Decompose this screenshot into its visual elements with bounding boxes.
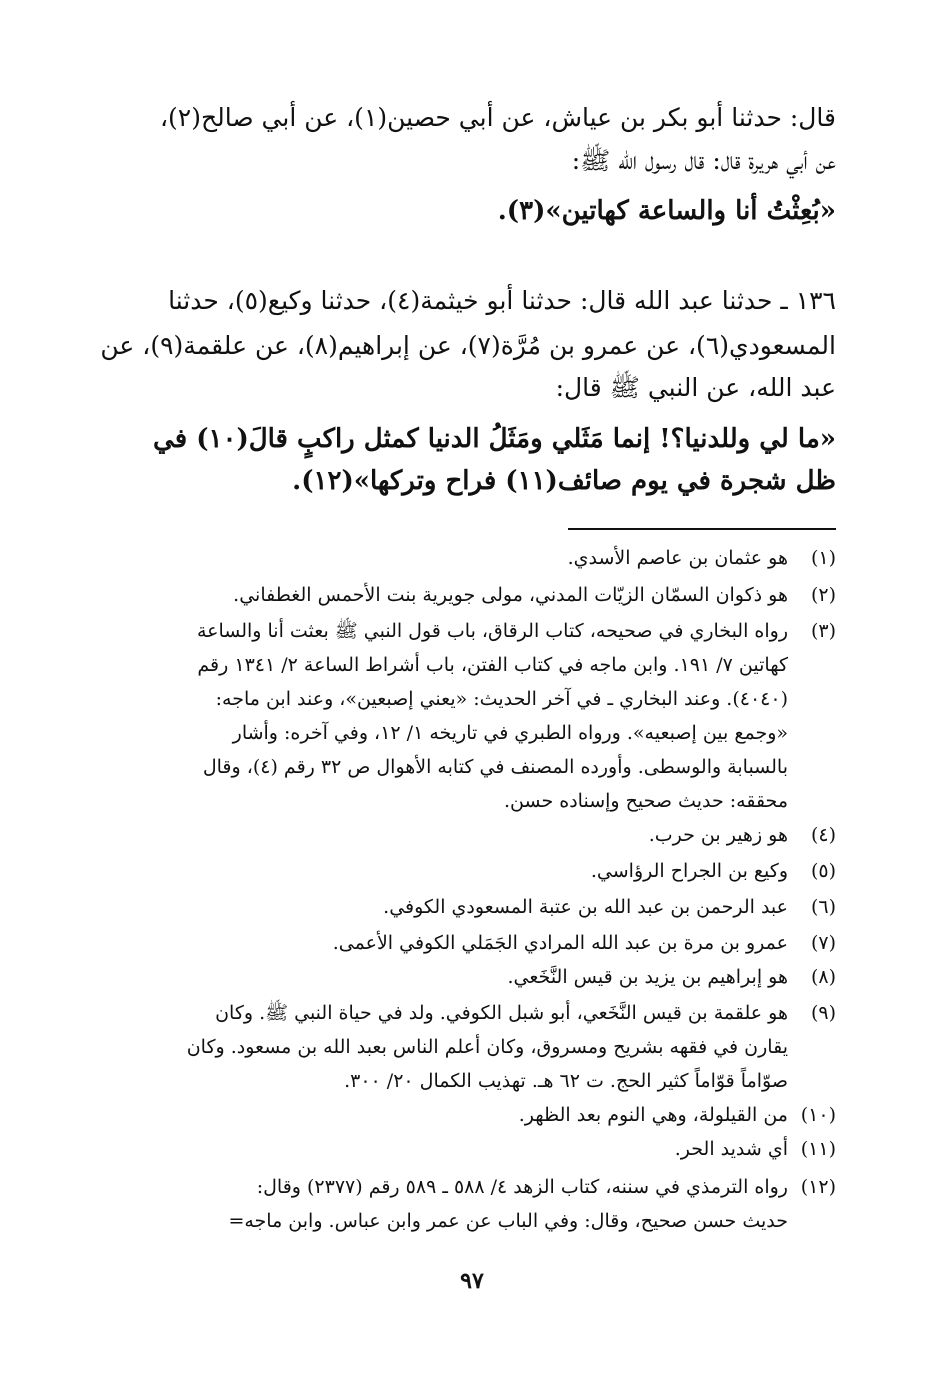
footnote-text: رواه البخاري في صحيحه، كتاب الرقاق، باب قول النبي ﷺ بعثت أنا والساعة	[196, 620, 788, 642]
hadith-matn: «بُعِثْتُ أنا والساعة كهاتين»(٣).	[497, 196, 836, 226]
footnote	[100, 968, 836, 987]
footnote-number: (٥)	[810, 860, 836, 882]
footnote-text: صوّاماً قوّاماً كثير الحج. ت ٦٢ هـ. تهذيب الكمال ٢٠/ ٣٠٠.	[344, 1070, 788, 1092]
hadith-matn: «ما لي وللدنيا؟! إنما مَثَلي ومَثَلُ الدنيا كمثل راكبٍ قالَ(١٠) في	[153, 424, 836, 454]
hadith-136-isnad: ١٣٦ ـ حدثنا عبد الله قال: حدثنا أبو خيثمة(٤)، حدثنا وكيع(٥)، حدثنا	[168, 286, 836, 315]
footnote	[100, 1106, 836, 1125]
footnote	[100, 1178, 836, 1197]
footnote-text: هو ذكوان السمّان الزيّات المدني، مولى جويرية بنت الأحمس الغطفاني.	[233, 584, 788, 606]
footnote-text: رواه الترمذي في سننه، كتاب الزهد ٤/ ٥٨٨ ـ ٥٨٩ رقم (٢٣٧٧) وقال:	[256, 1176, 788, 1198]
footnote-text: عمرو بن مرة بن عبد الله المرادي الجَمَلي الكوفي الأعمى.	[332, 932, 788, 954]
footnote	[100, 1140, 836, 1159]
footnote-number: (١١)	[800, 1138, 836, 1160]
footnote	[100, 622, 836, 641]
footnote-text: هو علقمة بن قيس النَّخَعي، أبو شبل الكوفي. ولد في حياة النبي ﷺ. وكان	[215, 1002, 788, 1024]
text-line: المسعودي(٦)، عن عمرو بن مُرَّة(٧)، عن إبراهيم(٨)، عن علقمة(٩)، عن	[100, 331, 836, 360]
text-line: قال: حدثنا أبو بكر بن عياش، عن أبي حصين(١)، عن أبي صالح(٢)،	[159, 103, 836, 132]
footnote-number: (٨)	[810, 966, 836, 988]
footnote-number: (١٠)	[800, 1104, 836, 1126]
footnote-text: هو عثمان بن عاصم الأسدي.	[567, 547, 788, 569]
footnote	[100, 934, 836, 953]
footnote-number: (٩)	[810, 1002, 836, 1024]
footnote-divider	[568, 528, 836, 530]
footnote-number: (٦)	[810, 896, 836, 918]
footnote-number: (٣)	[810, 620, 836, 642]
footnote-number: (١)	[810, 547, 836, 569]
footnote-text: (٤٠٤٠). وعند البخاري ـ في آخر الحديث: «يعني إصبعين»، وعند ابن ماجه:	[215, 688, 788, 710]
hadith-matn: ظل شجرة في يوم صائف(١١) فراح وتركها»(١٢).	[292, 466, 836, 496]
footnote-number: (٤)	[810, 824, 836, 846]
footnote	[100, 826, 836, 845]
footnote	[100, 549, 836, 568]
footnote-number: (٢)	[810, 584, 836, 606]
text-line: عبد الله، عن النبي ﷺ قال:	[555, 373, 836, 402]
page-number: ٩٧	[460, 1268, 484, 1294]
footnote-text: من القيلولة، وهي النوم بعد الظهر.	[518, 1104, 788, 1126]
footnote-text: محققه: حديث صحيح وإسناده حسن.	[504, 790, 788, 812]
footnote	[100, 1004, 836, 1023]
footnote-text: «وجمع بين إصبعيه». ورواه الطبري في تاريخه ١/ ١٢، وفي آخره: وأشار	[232, 722, 788, 744]
footnote-number: (١٢)	[800, 1176, 836, 1198]
footnote	[100, 898, 836, 917]
footnote-text: يقارن في فقهه بشريح ومسروق، وكان أعلم الناس بعبد الله بن مسعود. وكان	[186, 1036, 788, 1058]
footnote	[100, 586, 836, 605]
footnote-text: أي شديد الحر.	[674, 1138, 788, 1160]
footnote-text: كهاتين ٧/ ١٩١. وابن ماجه في كتاب الفتن، باب أشراط الساعة ٢/ ١٣٤١ رقم	[197, 654, 788, 676]
footnote-text: بالسبابة والوسطى. وأورده المصنف في كتابه الأهوال ص ٣٢ رقم (٤)، وقال	[202, 756, 788, 778]
footnote-text: وكيع بن الجراح الرؤاسي.	[590, 860, 788, 882]
text-line: عن أبي هريرة قال: قال رسول الله ﷺ:	[571, 146, 836, 175]
footnote-number: (٧)	[810, 932, 836, 954]
footnote-text: عبد الرحمن بن عبد الله بن عتبة المسعودي الكوفي.	[383, 896, 788, 918]
footnote-text: هو زهير بن حرب.	[648, 824, 788, 846]
footnote	[100, 862, 836, 881]
footnote-text: حديث حسن صحيح، وقال: وفي الباب عن عمر وابن عباس. وابن ماجه=	[228, 1210, 788, 1232]
footnote-text: هو إبراهيم بن يزيد بن قيس النَّخَعي.	[507, 966, 788, 988]
